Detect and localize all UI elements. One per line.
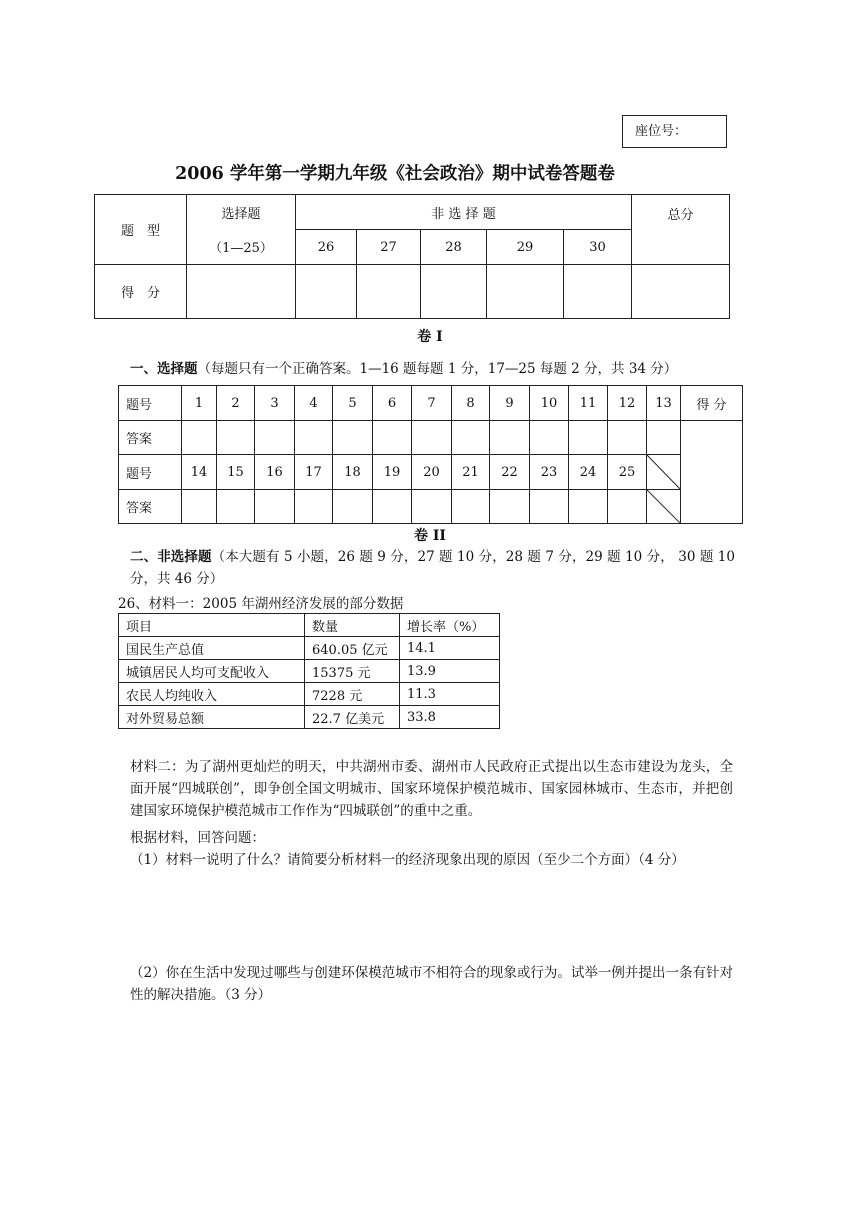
score-row-label: 得 分 [95,265,187,319]
answer-cell[interactable] [295,421,333,455]
answer-cell[interactable] [255,490,295,524]
choice-section-label: 选择题 [187,195,296,230]
answer-cell[interactable] [333,421,373,455]
answer-row-label: 答案 [119,490,182,524]
answer-cell[interactable] [373,490,412,524]
answer-cell[interactable] [569,490,608,524]
table-cell: 国民生产总值 [119,637,305,660]
answer-cell[interactable] [530,490,569,524]
diagonal-line [647,490,680,523]
question-number: 20 [412,455,452,490]
total-label: 总分 [632,195,730,265]
answer-cell[interactable] [490,421,530,455]
material-1-caption: 26、材料一：2005 年湖州经济发展的部分数据 [118,596,404,612]
question-number: 29 [487,230,564,265]
page-title: 2006 学年第一学期九年级《社会政治》期中试卷答题卷 [175,164,615,184]
answer-row-label: 答案 [119,421,182,455]
question-number-label: 题号 [119,386,182,421]
answer-cell[interactable] [412,490,452,524]
question-type-label: 题 型 [95,195,187,265]
section-2-heading [130,546,735,590]
answer-cell[interactable] [217,490,255,524]
table-cell: 33.8 [400,706,500,729]
section-1-score-cell[interactable] [681,421,743,524]
volume-2-label: 卷 II [414,528,446,544]
answer-cell[interactable] [182,421,217,455]
table-cell: 7228 元 [305,683,400,706]
answer-cell[interactable] [182,490,217,524]
score-cell[interactable] [421,265,487,319]
answer-cell[interactable] [569,421,608,455]
diagonal-line [647,455,680,489]
score-cell[interactable] [357,265,421,319]
table-cell: 14.1 [400,637,500,660]
question-number: 8 [452,386,490,421]
score-summary-table [94,194,730,319]
answer-cell[interactable] [452,490,490,524]
answer-cell[interactable] [530,421,569,455]
question-number: 10 [530,386,569,421]
question-number: 15 [217,455,255,490]
table-cell: 15375 元 [305,660,400,683]
question-number: 30 [564,230,632,265]
answer-cell[interactable] [608,421,647,455]
table-cell: 11.3 [400,683,500,706]
section-2-note: （本大题有 5 小题，26 题 9 分，27 题 10 分，28 题 7 分，29 题 10 分， 30 题 10 分，共 46 分） [130,549,735,587]
table-header: 增长率（%） [400,614,500,637]
question-number: 13 [647,386,681,421]
section-1-heading [130,358,735,380]
choice-range-label: （1—25） [187,230,296,265]
volume-1-label: 卷 I [417,329,443,345]
table-header: 项目 [119,614,305,637]
question-1: （1）材料一说明了什么？请简要分析材料一的经济现象出现的原因（至少二个方面）（4 分） [130,852,685,868]
answer-cell[interactable] [412,421,452,455]
score-cell[interactable] [564,265,632,319]
question-number: 14 [182,455,217,490]
question-number: 22 [490,455,530,490]
section-2-title: 二、非选择题 [130,549,212,565]
table-cell: 城镇居民人均可支配收入 [119,660,305,683]
unused-cell-diagonal [647,490,681,524]
question-number: 6 [373,386,412,421]
answer-cell[interactable] [255,421,295,455]
section-1-title: 一、选择题 [130,361,198,377]
question-number: 27 [357,230,421,265]
unused-cell-diagonal [647,455,681,490]
question-number: 2 [217,386,255,421]
question-number: 28 [421,230,487,265]
answer-cell[interactable] [647,421,681,455]
question-number: 25 [608,455,647,490]
question-2: （2）你在生活中发现过哪些与创建环保模范城市不相符合的现象或行为。试举一例并提出一条有针对性的解决措施。（3 分） [130,965,733,1003]
question-number: 21 [452,455,490,490]
score-label: 得 分 [681,386,743,421]
material-2-text: 材料二：为了湖州更灿烂的明天，中共湖州市委、湖州市人民政府正式提出以生态市建设为龙头，全面开展“四城联创”，即争创全国文明城市、国家环境保护模范城市、国家园林城市、生态市，并把创建国家环境保护模范城市工作作为“四城联创”的重中之重。 [130,759,733,819]
question-number: 12 [608,386,647,421]
table-cell: 13.9 [400,660,500,683]
question-number-label: 题号 [119,455,182,490]
question-number: 26 [296,230,357,265]
answer-cell[interactable] [608,490,647,524]
section-1-note: （每题只有一个正确答案。1—16 题每题 1 分，17—25 每题 2 分，共 34 分） [197,361,678,377]
score-cell[interactable] [632,265,730,319]
score-cell[interactable] [296,265,357,319]
answer-grid [118,385,743,524]
table-cell: 对外贸易总额 [119,706,305,729]
table-cell: 22.7 亿美元 [305,706,400,729]
score-cell[interactable] [487,265,564,319]
material-1-table [118,613,500,729]
table-cell: 农民人均纯收入 [119,683,305,706]
seat-number-box[interactable]: 座位号： [622,115,727,148]
answer-cell[interactable] [295,490,333,524]
table-cell: 640.05 亿元 [305,637,400,660]
question-number: 11 [569,386,608,421]
question-number: 4 [295,386,333,421]
score-cell[interactable] [187,265,296,319]
question-number: 19 [373,455,412,490]
question-number: 9 [490,386,530,421]
answer-cell[interactable] [217,421,255,455]
question-2-answer-area[interactable] [130,1010,730,1160]
question-number: 17 [295,455,333,490]
nonchoice-section-label: 非 选 择 题 [296,195,632,230]
question-number: 23 [530,455,569,490]
answer-cell[interactable] [333,490,373,524]
question-number: 3 [255,386,295,421]
question-number: 7 [412,386,452,421]
answer-prompt: 根据材料，回答问题： [130,830,265,846]
question-number: 5 [333,386,373,421]
question-1-answer-area[interactable] [130,880,730,950]
question-number: 18 [333,455,373,490]
answer-cell[interactable] [373,421,412,455]
question-number: 1 [182,386,217,421]
table-header: 数量 [305,614,400,637]
answer-cell[interactable] [452,421,490,455]
question-number: 16 [255,455,295,490]
answer-cell[interactable] [490,490,530,524]
question-number: 24 [569,455,608,490]
